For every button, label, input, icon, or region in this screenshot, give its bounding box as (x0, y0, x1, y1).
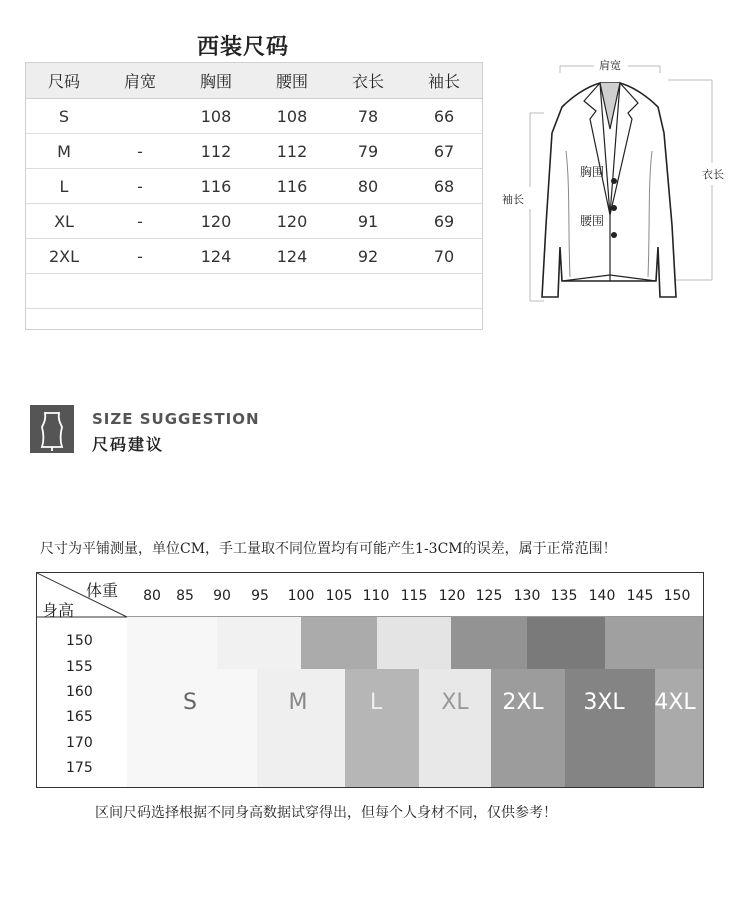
cell-sleeve: 70 (406, 239, 482, 274)
weight-label: 100 (287, 588, 315, 604)
size-region-l (345, 669, 419, 788)
size-region-chart (37, 573, 704, 788)
weight-label: 80 (143, 588, 161, 604)
weight-label: 110 (362, 588, 390, 604)
cell-length: 78 (330, 99, 406, 134)
size-region-2xl-top (451, 617, 527, 669)
weight-label: 130 (513, 588, 541, 604)
height-label: 170 (66, 735, 93, 751)
weight-label: 125 (475, 588, 503, 604)
cell-waist: 116 (254, 169, 330, 204)
cell-size: L (26, 169, 102, 204)
cell-sleeve: 68 (406, 169, 482, 204)
size-region-2xl (491, 669, 565, 788)
size-region-s-top (217, 617, 301, 669)
table-row (26, 204, 482, 239)
cell-size: S (26, 99, 102, 134)
header-sleeve: 袖长 (406, 63, 482, 99)
size-region-xl (419, 669, 491, 788)
corner-height-label: 身高 (42, 601, 75, 620)
label-sleeve: 袖长 (502, 193, 524, 206)
height-label: 165 (66, 709, 93, 725)
cell-size: 2XL (26, 239, 102, 274)
size-region-m (257, 669, 345, 788)
jacket-outline (542, 83, 676, 297)
cell-chest: 120 (178, 204, 254, 239)
size-region-3xl (565, 669, 655, 788)
size-suggestion-grid (36, 572, 704, 788)
size-suggestion-title-cn: 尺码建议 (92, 435, 165, 454)
size-label-s: S (183, 690, 197, 715)
label-length: 衣长 (702, 168, 724, 181)
size-table-header-row (26, 63, 482, 99)
cell-length: 92 (330, 239, 406, 274)
cell-waist: 120 (254, 204, 330, 239)
weight-label: 95 (251, 588, 269, 604)
cell-chest: 116 (178, 169, 254, 204)
weight-label: 90 (213, 588, 231, 604)
size-label-m: M (288, 690, 308, 715)
corner-weight-label: 体重 (86, 581, 119, 600)
cell-length: 79 (330, 134, 406, 169)
cell-size: XL (26, 204, 102, 239)
weight-label: 115 (400, 588, 428, 604)
size-label-3xl: 3XL (583, 690, 625, 715)
cell-sleeve: 67 (406, 134, 482, 169)
jacket-diagram (500, 55, 740, 315)
cell-sleeve: 69 (406, 204, 482, 239)
dress-form-icon (30, 405, 74, 453)
height-label: 150 (66, 633, 93, 649)
label-chest: 胸围 (580, 165, 605, 179)
size-region-4xl (655, 669, 704, 788)
cell-length: 91 (330, 204, 406, 239)
cell-shoulder: - (102, 169, 178, 204)
weight-label: 105 (325, 588, 353, 604)
cell-size: M (26, 134, 102, 169)
table-row (26, 99, 482, 134)
header-chest: 胸围 (178, 63, 254, 99)
size-region-4xl-top (605, 617, 704, 669)
size-table (25, 62, 483, 330)
cell-chest: 108 (178, 99, 254, 134)
cell-shoulder: - (102, 204, 178, 239)
header-size: 尺码 (26, 63, 102, 99)
table-row (26, 134, 482, 169)
header-waist: 腰围 (254, 63, 330, 99)
size-label-4xl: 4XL (654, 690, 696, 715)
label-waist: 腰围 (580, 214, 605, 228)
weight-label: 150 (663, 588, 691, 604)
size-table-title: 西装尺码 (196, 35, 289, 60)
table-row-empty (26, 309, 482, 344)
weight-label: 120 (438, 588, 466, 604)
measurement-note: 尺寸为平铺测量，单位CM，手工量取不同位置均有可能产生1-3CM的误差，属于正常范围！ (40, 541, 617, 557)
label-shoulder: 肩宽 (599, 59, 621, 72)
cell-length: 80 (330, 169, 406, 204)
cell-shoulder: - (102, 239, 178, 274)
size-label-l: L (369, 690, 383, 715)
height-label: 160 (66, 684, 93, 700)
reference-note: 区间尺码选择根据不同身高数据试穿得出，但每个人身材不同，仅供参考！ (95, 805, 557, 821)
table-row (26, 169, 482, 204)
cell-shoulder (102, 99, 178, 134)
height-label: 155 (66, 659, 93, 675)
cell-waist: 112 (254, 134, 330, 169)
weight-label: 140 (588, 588, 616, 604)
table-row-empty (26, 274, 482, 309)
size-label-xl: XL (441, 690, 469, 715)
weight-label: 135 (550, 588, 578, 604)
header-length: 衣长 (330, 63, 406, 99)
size-region-xl-top (377, 617, 451, 669)
header-shoulder: 肩宽 (102, 63, 178, 99)
size-region-l-top (301, 617, 377, 669)
size-region-3xl-top (527, 617, 605, 669)
cell-sleeve: 66 (406, 99, 482, 134)
cell-chest: 112 (178, 134, 254, 169)
cell-waist: 124 (254, 239, 330, 274)
table-row (26, 239, 482, 274)
weight-label: 85 (176, 588, 194, 604)
size-suggestion-title-en: SIZE SUGGESTION (92, 410, 260, 428)
size-label-2xl: 2XL (502, 690, 544, 715)
cell-waist: 108 (254, 99, 330, 134)
weight-label: 145 (626, 588, 654, 604)
cell-shoulder: - (102, 134, 178, 169)
cell-chest: 124 (178, 239, 254, 274)
height-label: 175 (66, 760, 93, 776)
